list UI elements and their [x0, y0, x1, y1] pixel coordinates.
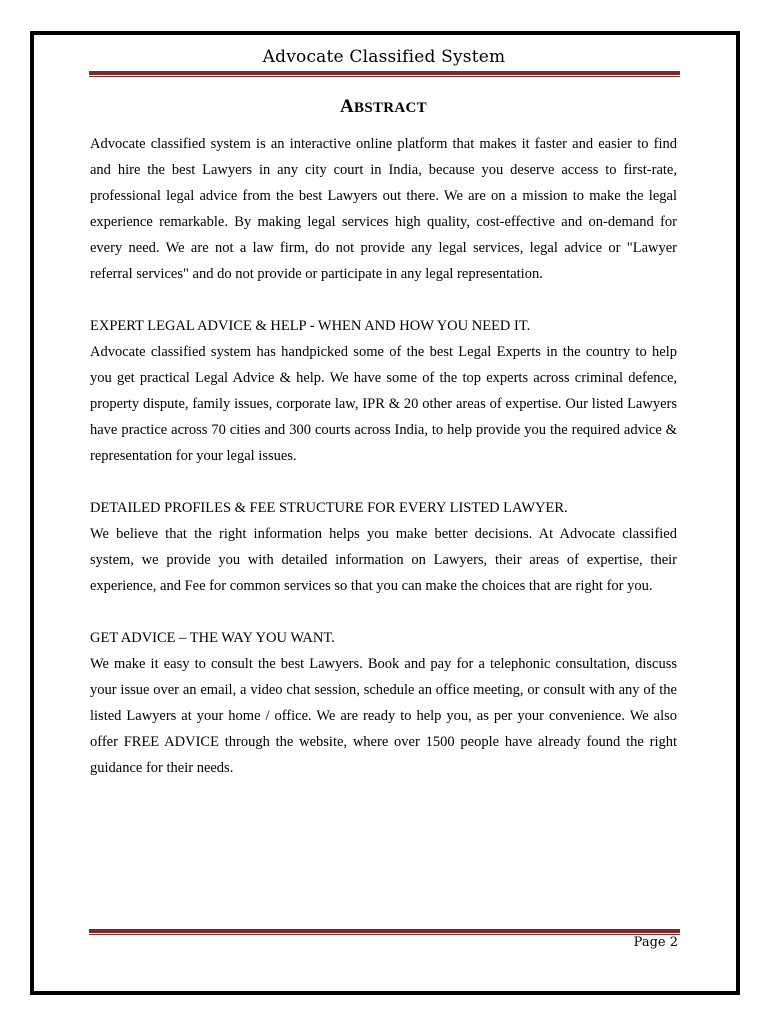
section-paragraph-expert-advice: Advocate classified system has handpicked some of the best Legal Experts in the country to help you get practical Legal Advice & help. We have some of the top experts across criminal defence, property dispute, family issues, corporate law, IPR & 20 other areas of expertise. Our listed Lawyers have practice across 70 cities and 300 courts across India, to help provide you the required advice & representation for your legal issues.: [90, 344, 677, 464]
page-number: Page 2: [633, 935, 678, 950]
abstract-heading-initial: A: [340, 96, 355, 117]
document-body: [90, 95, 677, 781]
section-heading-expert-advice: EXPERT LEGAL ADVICE & HELP - WHEN AND HOW YOU NEED IT.: [90, 318, 531, 334]
header-rule: [89, 71, 680, 77]
section-heading-get-advice: GET ADVICE – THE WAY YOU WANT.: [90, 630, 335, 646]
page-header-title: Advocate Classified System: [262, 47, 506, 67]
section-heading-detailed-profiles: DETAILED PROFILES & FEE STRUCTURE FOR EVERY LISTED LAWYER.: [90, 500, 568, 516]
section-paragraph-get-advice: We make it easy to consult the best Lawyers. Book and pay for a telephonic consultation, discuss your issue over an email, a video chat session, schedule an office meeting, or consult with any of the listed Lawyers at your home / office. We are ready to help you, as per your convenience. We also offer FREE ADVICE through the website, where over 1500 people have already found the right guidance for their needs.: [90, 656, 677, 776]
footer-rule: [89, 929, 680, 935]
abstract-heading-rest: BSTRACT: [354, 100, 427, 116]
abstract-heading: [90, 95, 677, 119]
section-paragraph-detailed-profiles: We believe that the right information helps you make better decisions. At Advocate classified system, we provide you with detailed information on Lawyers, their areas of expertise, their experience, and Fee for common services so that you can make the choices that are right for you.: [90, 526, 677, 594]
abstract-paragraph: Advocate classified system is an interactive online platform that makes it faster and easier to find and hire the best Lawyers in any city court in India, because you deserve access to first-rate, professional legal advice from the best Lawyers out there. We are on a mission to make the legal experience remarkable. By making legal services high quality, cost-effective and on-demand for every need. We are not a law firm, do not provide any legal services, legal advice or "Lawyer referral services" and do not provide or participate in any legal representation.: [90, 136, 677, 282]
